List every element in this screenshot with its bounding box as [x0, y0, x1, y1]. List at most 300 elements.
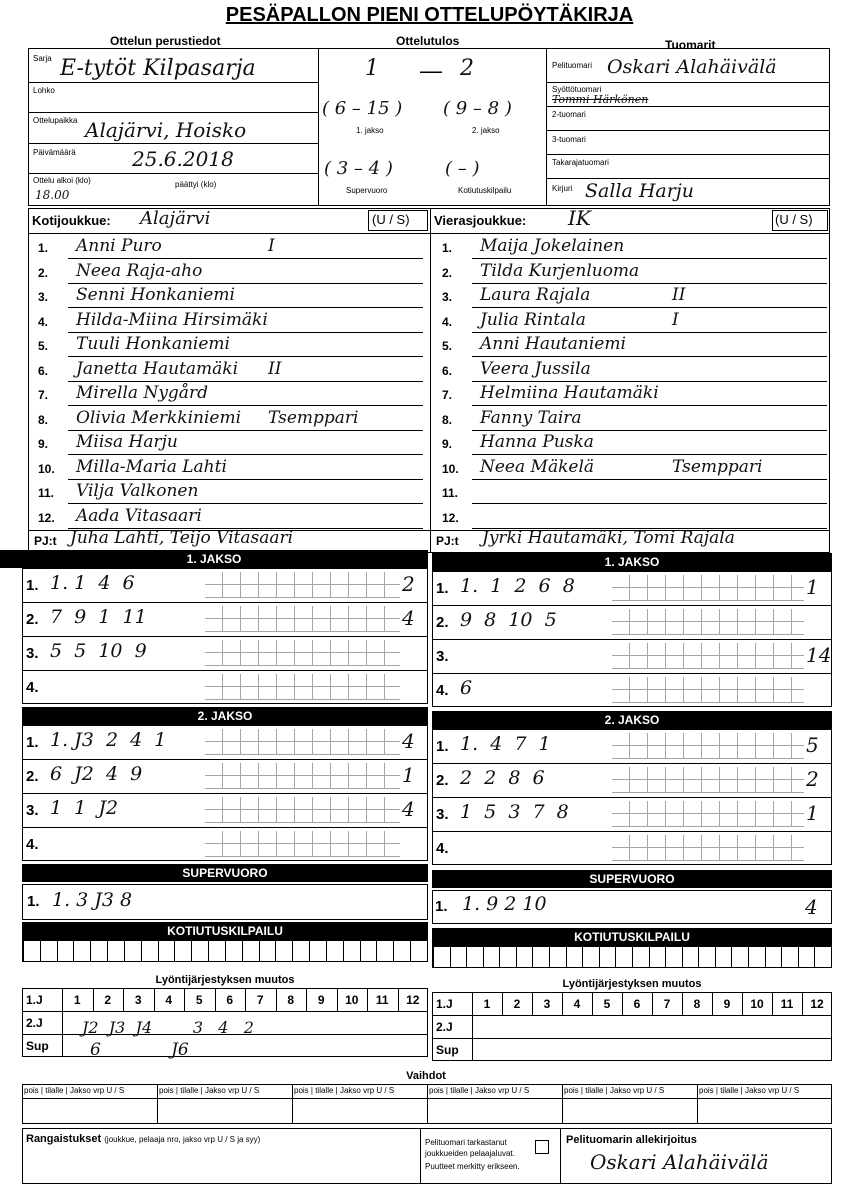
player-underline	[472, 454, 827, 455]
changes-row-label: 2.J	[26, 1016, 43, 1030]
inning-number: 2.	[26, 611, 39, 628]
player-name: Fanny Taira	[480, 407, 582, 428]
changes-col-label: 9	[317, 993, 325, 1007]
inning-runs: 4	[402, 606, 415, 630]
player-underline	[68, 503, 423, 504]
player-underline	[472, 283, 827, 284]
away-changes-title: Lyöntijärjestyksen muutos	[562, 978, 702, 990]
player-underline	[68, 356, 423, 357]
changes-col-label: 11	[780, 997, 794, 1011]
player-number: 2.	[442, 265, 453, 280]
player-underline	[472, 356, 827, 357]
inning-tally-grid	[205, 831, 400, 857]
innings-divider	[22, 827, 428, 828]
player-number: 10.	[38, 461, 55, 476]
subs-group-line	[427, 1084, 428, 1124]
penalty-title: Rangaistukset	[26, 1133, 102, 1145]
kilpailu-cell[interactable]	[715, 947, 732, 967]
kilpailu-cell[interactable]	[499, 947, 516, 967]
changes-col-label: 3	[134, 993, 142, 1007]
innings-divider	[432, 673, 832, 674]
player-row	[28, 359, 428, 383]
player-number: 1.	[38, 241, 49, 255]
player-row	[432, 383, 832, 407]
player-number: 6.	[442, 363, 453, 378]
player-row	[28, 457, 428, 481]
changes-col-label: 7	[256, 993, 264, 1007]
player-underline	[472, 332, 827, 333]
player-row	[432, 506, 832, 530]
basic-header: Ottelun perustiedot	[110, 34, 221, 48]
home-super-inning: 1.	[27, 893, 40, 910]
inning-sequence: 1 5 3 7 8	[460, 801, 569, 823]
inning-tally-grid	[612, 677, 804, 703]
changes-col-label: 2	[104, 993, 112, 1007]
player-row	[28, 383, 428, 407]
kilpailu-cell[interactable]	[516, 947, 533, 967]
inning-runs: 1	[806, 575, 819, 599]
player-mark: I	[672, 309, 679, 330]
player-mark: I	[268, 236, 275, 256]
player-mark: II	[672, 285, 686, 305]
player-number: 9.	[442, 437, 453, 451]
kilpailu-cell[interactable]	[208, 941, 225, 961]
changes-row-label: Sup	[26, 1039, 49, 1053]
player-row	[432, 334, 832, 358]
writer-value: Salla Harju	[585, 180, 694, 202]
player-row	[28, 285, 428, 309]
player-mark: Tsemppari	[268, 407, 359, 428]
kilpailu-cell[interactable]	[483, 947, 500, 967]
away-pj-label: PJ:t	[436, 534, 459, 548]
player-number: 11.	[38, 486, 55, 500]
kilpailu-cell[interactable]	[615, 947, 632, 967]
start-label: Ottelu alkoi (klo)	[33, 176, 91, 185]
player-name: Maija Jokelainen	[480, 236, 625, 256]
away-period-wins: 2	[460, 56, 474, 81]
kilpailu-cell[interactable]	[433, 947, 450, 967]
writer-label: Kirjuri	[552, 184, 573, 193]
home-period-wins: 1	[365, 56, 379, 81]
kilpailu-cell[interactable]	[731, 947, 748, 967]
kilpailu-cell[interactable]	[343, 941, 360, 961]
subs-group-header: pois | tilalle | Jakso vrp U / S	[294, 1086, 395, 1095]
innings-divider	[432, 605, 832, 606]
home-p2-bar: 2. JAKSO	[22, 707, 428, 725]
player-name: Senni Honkaniemi	[76, 285, 235, 305]
player-row	[432, 457, 832, 481]
innings-divider	[22, 759, 428, 760]
player-number: 9.	[38, 437, 49, 451]
home-changes-2j: J2 J3 J4 3 4 2	[82, 1018, 254, 1037]
player-name: Olivia Merkkiniemi	[76, 407, 242, 428]
third-umpire-label: 3-tuomari	[552, 135, 586, 144]
inning-sequence: 1 1 J2	[50, 797, 119, 819]
inning-tally-grid	[612, 835, 804, 861]
player-underline	[472, 479, 827, 480]
date-label: Päivämäärä	[33, 148, 76, 157]
kilpailu-cell[interactable]	[466, 947, 483, 967]
kilpailu-cell[interactable]	[242, 941, 259, 961]
player-underline	[68, 258, 423, 259]
check-checkbox[interactable]	[535, 1140, 549, 1154]
kilpailu-cell[interactable]	[632, 947, 649, 967]
changes-col-label: 10	[750, 997, 764, 1011]
player-row	[432, 481, 832, 505]
player-name: Tuuli Honkaniemi	[76, 334, 230, 354]
away-team-name: IK	[568, 206, 591, 230]
away-super-bar: SUPERVUORO	[432, 870, 832, 888]
kilpailu-cell[interactable]	[698, 947, 715, 967]
player-row	[28, 432, 428, 456]
kilpailu-cell[interactable]	[649, 947, 666, 967]
innings-divider	[22, 793, 428, 794]
home-us: (U / S)	[372, 212, 410, 227]
kilpailu-cell[interactable]	[765, 947, 782, 967]
inning-runs: 2	[402, 572, 415, 596]
inning-runs: 2	[806, 767, 819, 791]
subs-group-line	[292, 1084, 293, 1124]
kilpailu-cell[interactable]	[174, 941, 191, 961]
kilpailu-cell[interactable]	[549, 947, 566, 967]
home-kilpailu-grid	[22, 940, 428, 962]
player-number: 3.	[442, 290, 453, 304]
inning-number: 3.	[26, 802, 39, 819]
player-row	[28, 236, 428, 260]
kilpailu-cell[interactable]	[682, 947, 699, 967]
document-title: PESÄPALLON PIENI OTTELUPÖYTÄKIRJA	[225, 4, 634, 26]
kilpailu-cell[interactable]	[814, 947, 831, 967]
changes-col-label: 12	[406, 993, 420, 1007]
home-changes-title: Lyöntijärjestyksen muutos	[155, 974, 295, 986]
player-name: Vilja Valkonen	[76, 481, 199, 501]
innings-divider	[432, 797, 832, 798]
innings-divider	[432, 763, 832, 764]
kilpailu-cell[interactable]	[259, 941, 276, 961]
subs-group-header: pois | tilalle | Jakso vrp U / S	[159, 1086, 260, 1095]
player-row	[432, 236, 832, 260]
player-number: 1.	[442, 241, 453, 255]
player-name: Laura Rajala	[480, 285, 591, 305]
kilpailu-cell[interactable]	[90, 941, 107, 961]
player-number: 8.	[442, 412, 453, 427]
player-number: 2.	[38, 265, 49, 280]
signature-value: Oskari Alahäivälä	[590, 1150, 769, 1174]
player-row	[28, 334, 428, 358]
player-row	[28, 481, 428, 505]
kilpailu-cell[interactable]	[532, 947, 549, 967]
player-underline	[472, 258, 827, 259]
inning-sequence: 1. 1 2 6 8	[460, 575, 575, 597]
away-pj-value: Jyrki Hautamäki, Tomi Rajala	[482, 528, 735, 548]
kilpailu-cell[interactable]	[376, 941, 393, 961]
changes-row-label: 2.J	[436, 1020, 453, 1034]
changes-col-label: 6	[226, 993, 234, 1007]
player-row	[432, 261, 832, 285]
home-super-seq: 1. 3 J3 8	[52, 889, 133, 911]
away-p2-bar: 2. JAKSO	[432, 711, 832, 729]
inning-number: 2.	[436, 614, 449, 631]
player-row	[28, 408, 428, 432]
super-score: ( 3 – 4 )	[324, 158, 393, 179]
player-number: 10.	[442, 461, 459, 476]
inning-number: 1.	[26, 734, 39, 751]
kilpailu-cell[interactable]	[450, 947, 467, 967]
kilpailu-cell[interactable]	[23, 941, 40, 961]
away-us: (U / S)	[775, 212, 813, 227]
subs-group-header: pois | tilalle | Jakso vrp U / S	[429, 1086, 530, 1095]
inning-number: 1.	[26, 577, 39, 594]
innings-divider	[22, 670, 428, 671]
inning-number: 3.	[26, 645, 39, 662]
inning-sequence: 1. 4 7 1	[460, 733, 551, 755]
kilpailu-cell[interactable]	[141, 941, 158, 961]
player-name: Anni Hautaniemi	[480, 334, 626, 354]
changes-col-label: 7	[663, 997, 671, 1011]
inning-tally-grid	[612, 801, 804, 827]
pitch-umpire-value: Tommi Härkönen	[552, 93, 649, 106]
pitch-umpire-label: Syöttötuomari	[552, 85, 602, 94]
kilpailu-cell[interactable]	[748, 947, 765, 967]
inning-tally-grid	[205, 640, 400, 666]
inning-sequence: 2 2 8 6	[460, 767, 545, 789]
home-changes-sup: 6 J6	[90, 1040, 189, 1060]
kilpailu-cell[interactable]	[360, 941, 377, 961]
kilpailu-score: ( – )	[445, 158, 480, 179]
player-number: 6.	[38, 363, 49, 378]
kilpailu-cell[interactable]	[57, 941, 74, 961]
series-value: E-tytöt Kilpasarja	[60, 56, 256, 81]
player-underline	[472, 503, 827, 504]
inning-sequence: 5 5 10 9	[50, 640, 147, 662]
inning-tally-grid	[612, 767, 804, 793]
player-underline	[68, 405, 423, 406]
changes-col-label: 5	[603, 997, 611, 1011]
inning-number: 4.	[436, 682, 449, 699]
inning-sequence: 7 9 1 11	[50, 606, 147, 628]
player-underline	[472, 381, 827, 382]
kilpailu-cell[interactable]	[781, 947, 798, 967]
kilpailu-cell[interactable]	[599, 947, 616, 967]
inning-sequence: 1. J3 2 4 1	[50, 729, 167, 751]
umpires-header: Tuomarit	[665, 38, 716, 52]
changes-col-label: 9	[723, 997, 731, 1011]
innings-divider	[432, 831, 832, 832]
innings-divider	[22, 636, 428, 637]
kilpailu-cell[interactable]	[225, 941, 242, 961]
player-row	[432, 408, 832, 432]
group-label: Lohko	[33, 86, 55, 95]
changes-col-label: 10	[345, 993, 359, 1007]
period1-label: 1. jakso	[356, 126, 384, 135]
player-mark: Tsemppari	[672, 456, 763, 477]
inning-number: 2.	[436, 772, 449, 789]
player-name: Tilda Kurjenluoma	[480, 260, 640, 281]
player-name: Milla-Maria Lahti	[76, 456, 227, 477]
changes-col-label: 1	[73, 993, 81, 1007]
kilpailu-cell[interactable]	[798, 947, 815, 967]
player-number: 3.	[38, 290, 49, 304]
changes-col-label: 11	[375, 993, 389, 1007]
changes-row-label: Sup	[436, 1043, 459, 1057]
player-name: Julia Rintala	[480, 309, 586, 330]
inning-number: 1.	[436, 580, 449, 597]
player-name: Miisa Harju	[76, 432, 178, 452]
player-underline	[68, 307, 423, 308]
inning-tally-grid	[205, 797, 400, 823]
player-row	[432, 359, 832, 383]
player-underline	[68, 479, 423, 480]
home-p1-bar: 1. JAKSO	[0, 550, 428, 568]
away-super-inning: 1.	[435, 898, 448, 915]
result-dash: —	[420, 58, 442, 83]
kilpailu-cell[interactable]	[582, 947, 599, 967]
inning-number: 3.	[436, 806, 449, 823]
kilpailu-cell[interactable]	[275, 941, 292, 961]
player-number: 12.	[38, 510, 55, 525]
back-umpire-label: Takarajatuomari	[552, 158, 609, 167]
changes-col-label: 2	[513, 997, 521, 1011]
changes-col-label: 1	[483, 997, 491, 1011]
period2-score: ( 9 – 8 )	[443, 98, 512, 119]
player-row	[28, 310, 428, 334]
player-underline	[472, 405, 827, 406]
subs-group-header: pois | tilalle | Jakso vrp U / S	[564, 1086, 665, 1095]
player-name: Anni Puro	[76, 236, 162, 256]
kilpailu-cell[interactable]	[124, 941, 141, 961]
inning-tally-grid	[205, 729, 400, 755]
innings-divider	[432, 639, 832, 640]
player-row	[28, 506, 428, 530]
player-underline	[472, 307, 827, 308]
subs-group-header: pois | tilalle | Jakso vrp U / S	[699, 1086, 800, 1095]
inning-number: 4.	[26, 679, 39, 696]
away-super-runs: 4	[805, 895, 818, 919]
changes-row-line	[22, 1011, 428, 1012]
player-row	[28, 261, 428, 285]
player-row	[432, 432, 832, 456]
player-underline	[68, 454, 423, 455]
subs-group-line	[697, 1084, 698, 1124]
inning-tally-grid	[612, 733, 804, 759]
kilpailu-cell[interactable]	[326, 941, 343, 961]
inning-tally-grid	[205, 674, 400, 700]
home-pj-value: Juha Lahti, Teijo Vitasaari	[70, 528, 294, 548]
player-underline	[68, 283, 423, 284]
home-team-label: Kotijoukkue:	[32, 213, 111, 228]
inning-sequence: 1. 1 4 6	[50, 572, 135, 594]
kilpailu-cell[interactable]	[40, 941, 57, 961]
kilpailu-cell[interactable]	[107, 941, 124, 961]
inning-number: 1.	[436, 738, 449, 755]
changes-row-line	[432, 1015, 832, 1016]
player-number: 7.	[442, 388, 453, 402]
kilpailu-label: Kotiutuskilpailu	[458, 186, 512, 195]
date-value: 25.6.2018	[132, 147, 234, 171]
check-text-3: Puutteet merkitty erikseen.	[425, 1162, 520, 1171]
player-name: Mirella Nygård	[76, 383, 208, 403]
inning-number: 3.	[436, 648, 449, 665]
changes-col-label: 3	[543, 997, 551, 1011]
subs-group-header: pois | tilalle | Jakso vrp U / S	[24, 1086, 125, 1095]
away-team-label: Vierasjoukkue:	[434, 213, 527, 228]
inning-sequence: 6	[460, 677, 473, 699]
inning-runs: 1	[402, 763, 415, 787]
changes-col-label: 8	[693, 997, 701, 1011]
kilpailu-cell[interactable]	[410, 941, 427, 961]
second-umpire-label: 2-tuomari	[552, 110, 586, 119]
penalty-label	[26, 1133, 260, 1145]
inning-runs: 1	[806, 801, 819, 825]
player-name: Helmiina Hautamäki	[480, 383, 659, 403]
home-kilpailu-bar: KOTIUTUSKILPAILU	[22, 922, 428, 940]
subs-group-line	[157, 1084, 158, 1124]
player-number: 12.	[442, 510, 459, 525]
inning-runs: 4	[402, 797, 415, 821]
changes-row-line	[432, 1038, 832, 1039]
home-team-name: Alajärvi	[140, 208, 211, 229]
changes-col-label: 8	[287, 993, 295, 1007]
inning-runs: 14	[806, 643, 832, 667]
player-name: Neea Raja-aho	[76, 260, 203, 281]
player-number: 8.	[38, 412, 49, 427]
plate-umpire-value: Oskari Alahäivälä	[607, 56, 777, 78]
inning-sequence: 9 8 10 5	[460, 609, 557, 631]
player-name: Hilda-Miina Hirsimäki	[76, 309, 268, 330]
kilpailu-cell[interactable]	[665, 947, 682, 967]
inning-number: 2.	[26, 768, 39, 785]
penalty-hint: (joukkue, pelaaja nro, jakso vrp U / S ja syy)	[104, 1135, 261, 1144]
period2-label: 2. jakso	[472, 126, 500, 135]
home-pj-label: PJ:t	[34, 534, 57, 548]
player-underline	[68, 381, 423, 382]
player-row	[432, 310, 832, 334]
away-p1-bar: 1. JAKSO	[432, 553, 832, 571]
kilpailu-cell[interactable]	[566, 947, 583, 967]
kilpailu-cell[interactable]	[292, 941, 309, 961]
super-label: Supervuoro	[346, 186, 388, 195]
kilpailu-cell[interactable]	[393, 941, 410, 961]
inning-tally-grid	[205, 572, 400, 598]
inning-sequence: 6 J2 4 9	[50, 763, 143, 785]
changes-col-label: 5	[195, 993, 203, 1007]
changes-col-label: 12	[810, 997, 824, 1011]
inning-number: 4.	[436, 840, 449, 857]
away-kilpailu-grid	[432, 946, 832, 968]
check-text-1: Pelituomari tarkastanut	[425, 1138, 507, 1147]
innings-divider	[22, 602, 428, 603]
away-kilpailu-bar: KOTIUTUSKILPAILU	[432, 928, 832, 946]
player-number: 5.	[38, 339, 49, 353]
kilpailu-cell[interactable]	[309, 941, 326, 961]
inning-number: 4.	[26, 836, 39, 853]
result-header: Ottelutulos	[396, 34, 460, 48]
series-label: Sarja	[33, 54, 52, 63]
kilpailu-cell[interactable]	[158, 941, 175, 961]
changes-col-label: 4	[165, 993, 173, 1007]
player-name: Neea Mäkelä	[480, 456, 595, 477]
player-name: Aada Vitasaari	[76, 505, 202, 526]
kilpailu-cell[interactable]	[191, 941, 208, 961]
venue-value: Alajärvi, Hoisko	[85, 118, 247, 142]
player-number: 4.	[38, 314, 49, 329]
player-number: 5.	[442, 339, 453, 353]
player-underline	[68, 332, 423, 333]
changes-col-label: 4	[573, 997, 581, 1011]
end-label: päättyi (klo)	[175, 180, 217, 189]
check-text-2: joukkueiden pelaajaluvat.	[425, 1149, 515, 1158]
kilpailu-cell[interactable]	[73, 941, 90, 961]
